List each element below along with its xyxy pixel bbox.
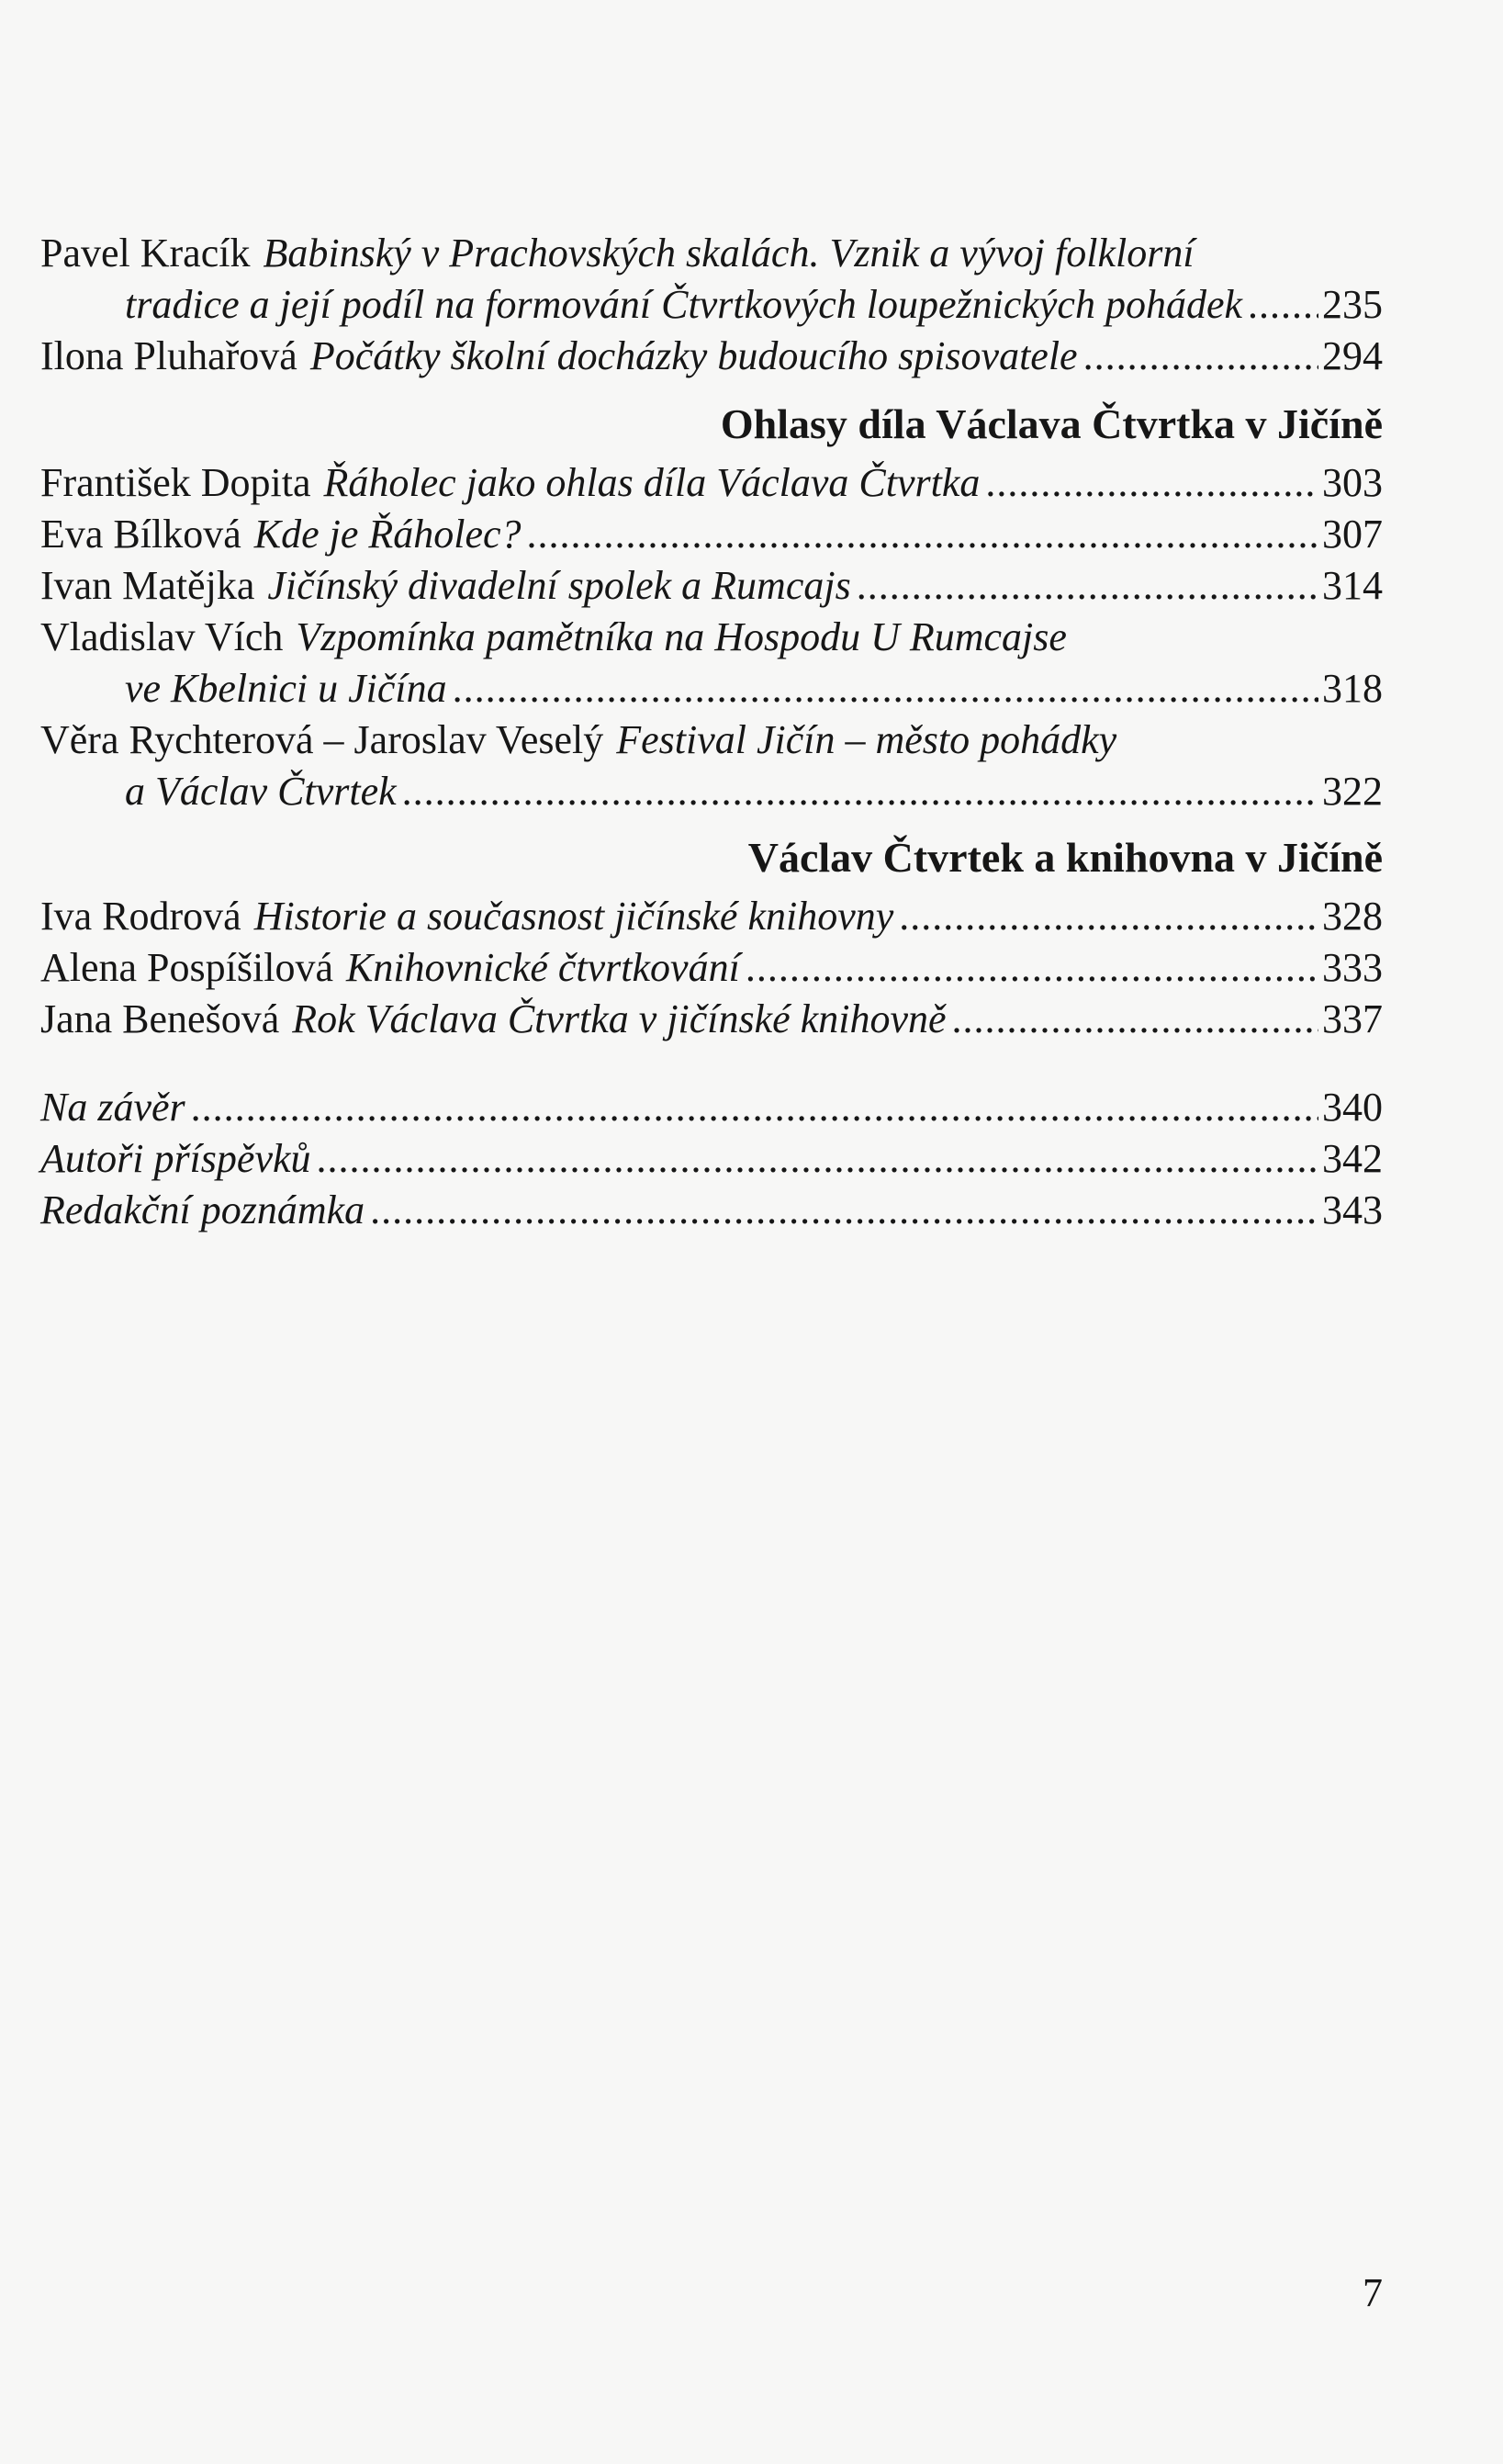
toc-title: Počátky školní docházky budoucího spisovatele (309, 333, 1078, 378)
toc-page-number: 314 (1322, 563, 1383, 608)
toc-author: Iva Rodrová (40, 894, 241, 939)
toc-entry (40, 331, 1383, 382)
table-of-contents (40, 228, 1383, 1236)
toc-author: Vladislav Vích (40, 614, 284, 659)
toc-entry (40, 228, 1383, 331)
toc-entry (40, 457, 1383, 509)
toc-author: Věra Rychterová – Jaroslav Veselý (40, 717, 604, 762)
leader-dots (746, 942, 1318, 994)
toc-entry (40, 994, 1383, 1045)
toc-title: Na závěr (40, 1085, 185, 1130)
toc-page-number: 307 (1322, 512, 1383, 557)
section-heading: Václav Čtvrtek a knihovna v Jičíně (747, 834, 1383, 881)
toc-author: Ilona Pluhařová (40, 333, 297, 378)
toc-page-number: 318 (1322, 666, 1383, 711)
toc-entry (40, 509, 1383, 560)
toc-page-number: 343 (1322, 1187, 1383, 1232)
toc-page-number: 328 (1322, 894, 1383, 939)
toc-page-number: 303 (1322, 460, 1383, 505)
toc-page-number: 342 (1322, 1136, 1383, 1181)
leader-dots (899, 891, 1318, 942)
toc-title: Festival Jičín – město pohádky (616, 717, 1117, 762)
toc-entry (40, 1185, 1383, 1236)
toc-entry (40, 942, 1383, 994)
leader-dots (1248, 279, 1318, 331)
toc-title-continued: tradice a její podíl na formování Čtvrtkových loupežnických pohádek (125, 282, 1243, 327)
toc-page-number: 333 (1322, 945, 1383, 990)
toc-title: Řáholec jako ohlas díla Václava Čtvrtka (323, 460, 981, 505)
leader-dots (402, 766, 1318, 817)
toc-entry (40, 1082, 1383, 1133)
toc-entry (40, 560, 1383, 612)
toc-title-continued: ve Kbelnici u Jičína (125, 666, 447, 711)
toc-entry (40, 612, 1383, 714)
toc-author: Alena Pospíšilová (40, 945, 333, 990)
toc-page-number: 294 (1322, 333, 1383, 378)
leader-dots (527, 509, 1318, 560)
toc-title: Jičínský divadelní spolek a Rumcajs (267, 563, 851, 608)
toc-author: Jana Benešová (40, 996, 280, 1041)
toc-title: Autoři příspěvků (40, 1136, 311, 1181)
leader-dots (453, 663, 1318, 714)
section-heading: Ohlasy díla Václava Čtvrtka v Jičíně (720, 400, 1383, 447)
toc-entry (40, 891, 1383, 942)
toc-page-number: 235 (1322, 282, 1383, 327)
toc-title: Vzpomínka pamětníka na Hospodu U Rumcajse (296, 614, 1067, 659)
leader-dots (857, 560, 1318, 612)
toc-entry (40, 714, 1383, 817)
toc-title: Knihovnické čtvrtkování (345, 945, 740, 990)
toc-page-number: 322 (1322, 769, 1383, 814)
toc-title: Redakční poznámka (40, 1187, 365, 1232)
toc-author: Ivan Matějka (40, 563, 255, 608)
toc-title: Babinský v Prachovských skalách. Vznik a vývoj folklorní (263, 231, 1195, 276)
leader-dots (952, 994, 1318, 1045)
spacer (40, 1045, 1383, 1082)
toc-page-number: 337 (1322, 996, 1383, 1041)
leader-dots (317, 1133, 1318, 1185)
toc-title: Historie a současnost jičínské knihovny (253, 894, 894, 939)
toc-title: Rok Václava Čtvrtka v jičínské knihovně (292, 996, 947, 1041)
toc-title-continued: a Václav Čtvrtek (125, 769, 397, 814)
toc-author: Pavel Kracík (40, 231, 251, 276)
toc-page-number: 340 (1322, 1085, 1383, 1130)
toc-entry (40, 1133, 1383, 1185)
leader-dots (1083, 331, 1318, 382)
leader-dots (985, 457, 1318, 509)
page-number-folio: 7 (1363, 2270, 1383, 2315)
toc-author: Eva Bílková (40, 512, 241, 557)
toc-author: František Dopita (40, 460, 311, 505)
leader-dots (191, 1082, 1318, 1133)
leader-dots (370, 1185, 1318, 1236)
toc-title: Kde je Řáholec? (253, 512, 522, 557)
